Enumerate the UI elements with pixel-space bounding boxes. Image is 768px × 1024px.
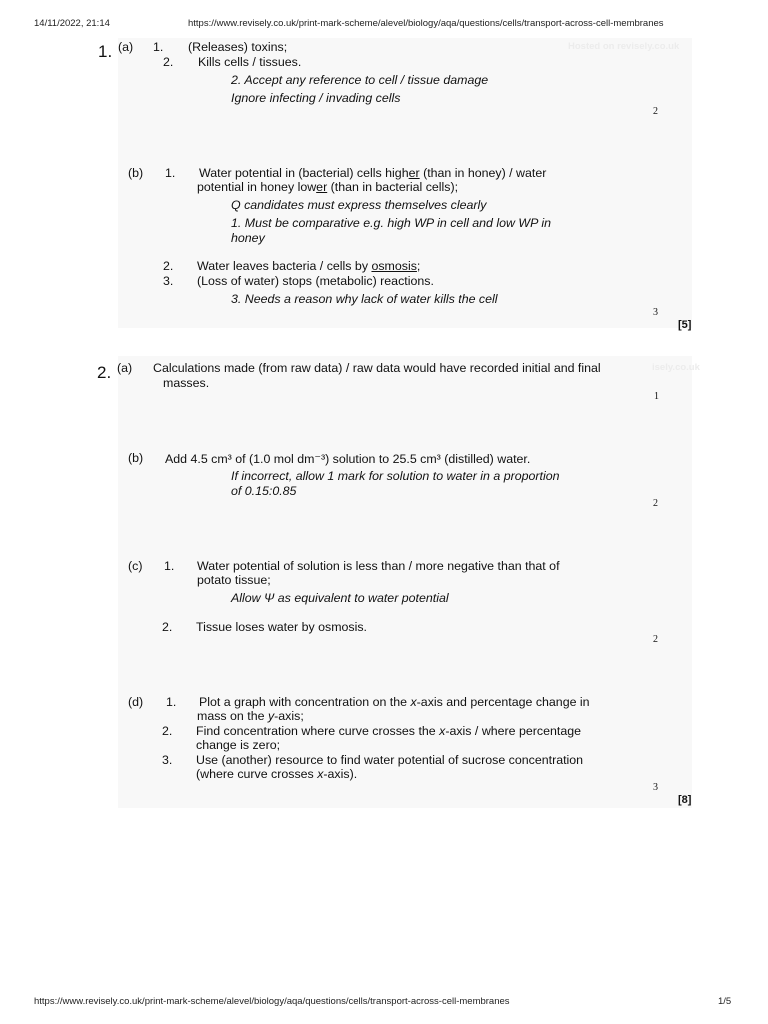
mark-point: (where curve crosses x-axis). bbox=[196, 767, 358, 781]
guidance-note: 2. Accept any reference to cell / tissue damage bbox=[231, 73, 489, 87]
mark-point: Find concentration where curve crosses the x-axis / where percentage bbox=[196, 724, 582, 738]
mark-point: Water potential in (bacterial) cells higher (than in honey) / water bbox=[199, 166, 547, 180]
point-number: 3. bbox=[163, 274, 174, 288]
marks-value: 2 bbox=[653, 498, 658, 509]
mark-point: mass on the y-axis; bbox=[197, 709, 304, 723]
mark-point: Kills cells / tissues. bbox=[198, 55, 302, 69]
point-number: 3. bbox=[162, 753, 173, 767]
point-number: 1. bbox=[153, 40, 164, 54]
guidance-note: 3. Needs a reason why lack of water kills the cell bbox=[231, 292, 498, 306]
mark-point: potato tissue; bbox=[197, 573, 271, 587]
watermark-text: isely.co.uk bbox=[652, 362, 700, 373]
guidance-note: Q candidates must express themselves clearly bbox=[231, 198, 487, 212]
point-number: 2. bbox=[162, 620, 173, 634]
part-label: (b) bbox=[128, 166, 144, 180]
guidance-note: of 0.15:0.85 bbox=[231, 484, 297, 498]
part-label: (d) bbox=[128, 695, 144, 709]
point-number: 1. bbox=[166, 695, 177, 709]
point-number: 2. bbox=[163, 55, 174, 69]
point-number: 1. bbox=[165, 166, 176, 180]
watermark-text: Hosted on revisely.co.uk bbox=[568, 41, 680, 52]
mark-point: change is zero; bbox=[196, 738, 281, 752]
mark-point: Water leaves bacteria / cells by osmosis; bbox=[197, 259, 421, 273]
guidance-note: Ignore infecting / invading cells bbox=[231, 91, 401, 105]
marks-value: 3 bbox=[653, 307, 658, 318]
part-label: (b) bbox=[128, 451, 144, 465]
page-number: 1/5 bbox=[718, 996, 732, 1007]
footer-url: https://www.revisely.co.uk/print-mark-scheme/alevel/biology/aqa/questions/cells/transport-across-cell-membranes bbox=[34, 996, 510, 1007]
mark-point: Add 4.5 cm³ of (1.0 mol dm⁻³) solution to 25.5 cm³ (distilled) water. bbox=[165, 452, 531, 466]
mark-point: potential in honey lower (than in bacterial cells); bbox=[197, 180, 459, 194]
point-number: 2. bbox=[162, 724, 173, 738]
mark-point: Water potential of solution is less than / more negative than that of bbox=[197, 559, 560, 573]
marks-value: 1 bbox=[654, 391, 659, 402]
mark-point: Use (another) resource to find water potential of sucrose concentration bbox=[196, 753, 584, 767]
point-number: 1. bbox=[164, 559, 175, 573]
part-label: (c) bbox=[128, 559, 143, 573]
mark-point: (Releases) toxins; bbox=[188, 40, 288, 54]
guidance-note: 1. Must be comparative e.g. high WP in cell and low WP in bbox=[231, 216, 552, 230]
part-label: (a) bbox=[117, 361, 133, 375]
guidance-note: If incorrect, allow 1 mark for solution to water in a proportion bbox=[231, 469, 560, 483]
guidance-note: honey bbox=[231, 231, 265, 245]
question-number: 1. bbox=[98, 42, 113, 61]
marks-value: 2 bbox=[653, 106, 658, 117]
guidance-note: Allow Ψ as equivalent to water potential bbox=[231, 591, 449, 605]
question-number: 2. bbox=[97, 363, 112, 382]
mark-point: (Loss of water) stops (metabolic) reactions. bbox=[197, 274, 434, 288]
mark-point: Calculations made (from raw data) / raw data would have recorded initial and final bbox=[153, 361, 601, 375]
marks-value: 2 bbox=[653, 634, 658, 645]
point-number: 2. bbox=[163, 259, 174, 273]
part-label: (a) bbox=[118, 40, 134, 54]
mark-point: Tissue loses water by osmosis. bbox=[196, 620, 368, 634]
question-total: [8] bbox=[678, 794, 692, 806]
mark-point: Plot a graph with concentration on the x-axis and percentage change in bbox=[199, 695, 590, 709]
question-total: [5] bbox=[678, 319, 692, 331]
mark-point: masses. bbox=[163, 376, 210, 390]
marks-value: 3 bbox=[653, 782, 658, 793]
print-url: https://www.revisely.co.uk/print-mark-scheme/alevel/biology/aqa/questions/cells/transport-across-cell-membranes bbox=[188, 18, 664, 29]
print-timestamp: 14/11/2022, 21:14 bbox=[34, 18, 110, 29]
